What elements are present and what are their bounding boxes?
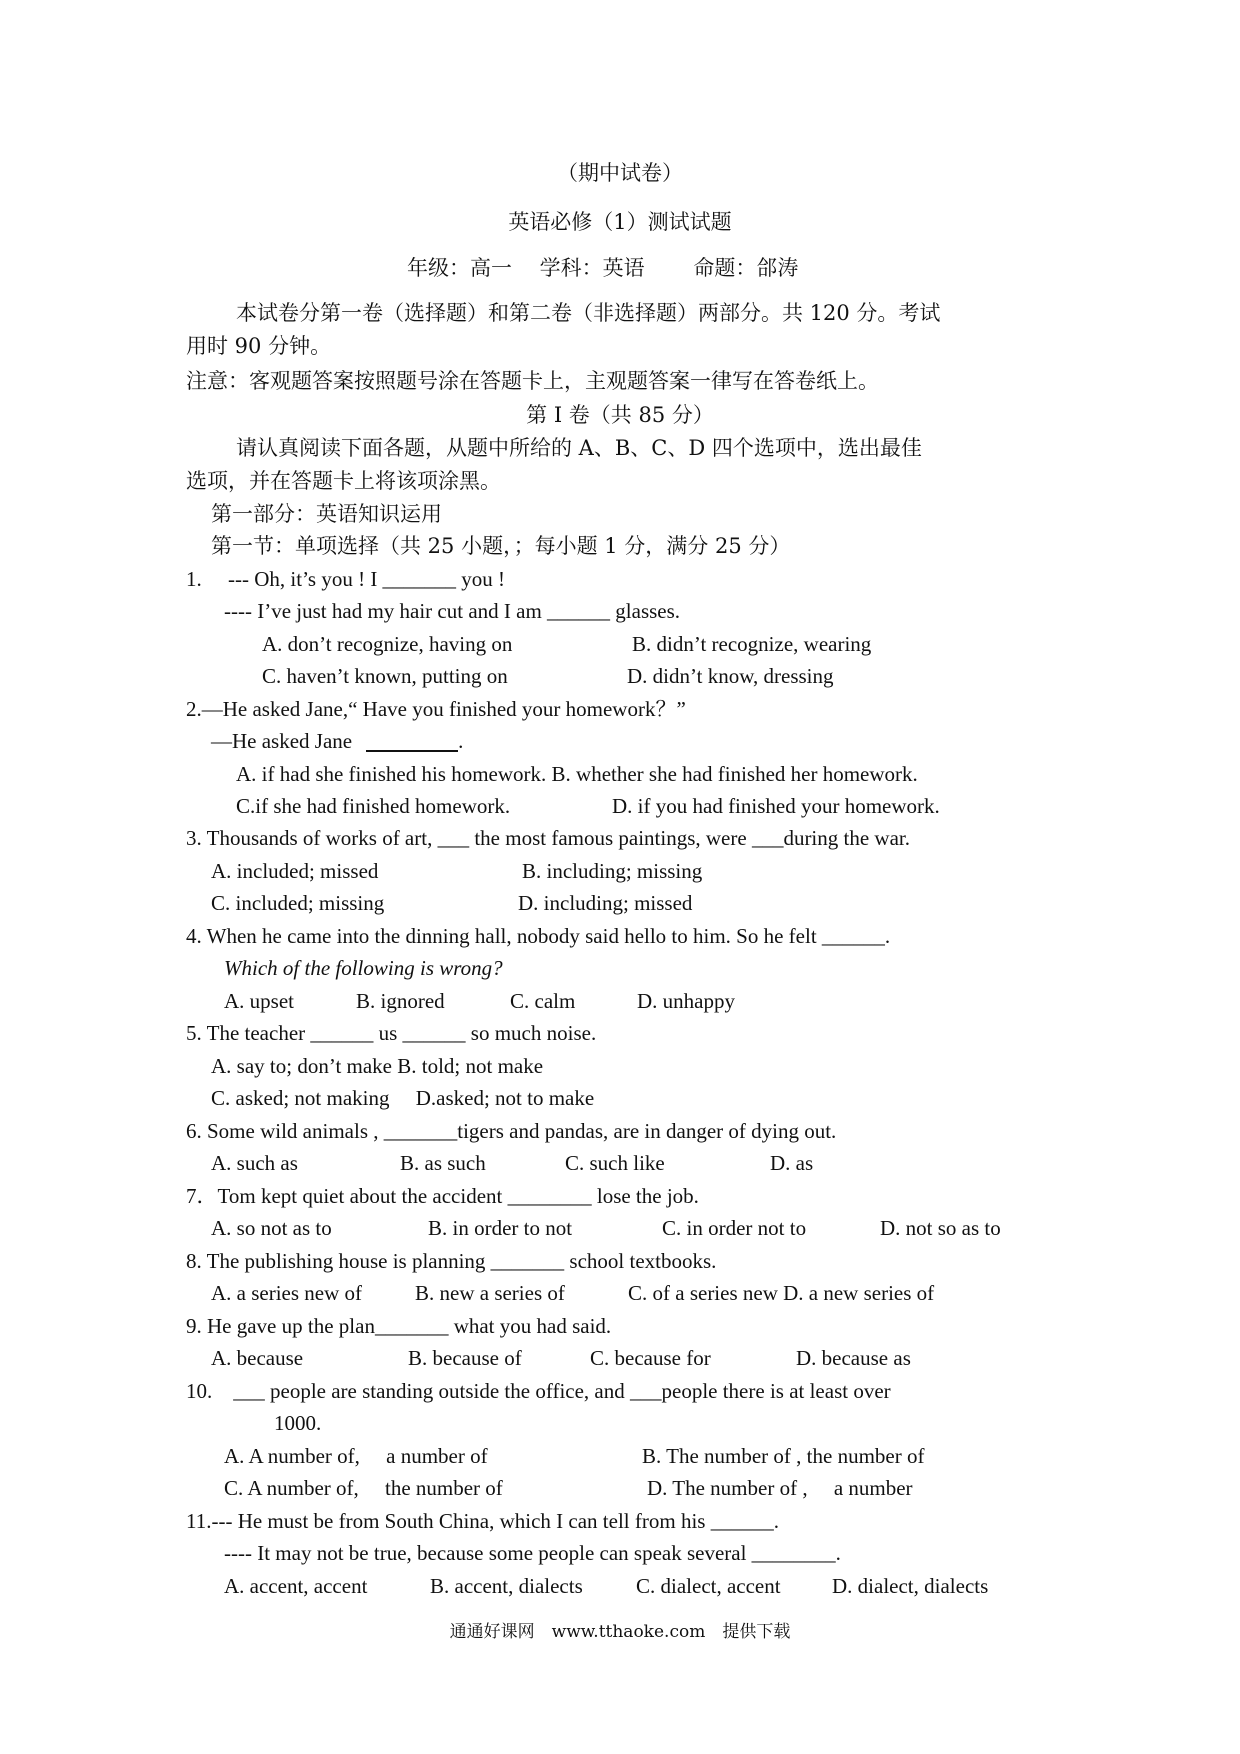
- q6-stem: 6. Some wild animals , _______tigers and pandas, are in danger of dying out.: [186, 1119, 837, 1143]
- q2-stem-2-end: .: [458, 729, 464, 753]
- q6-option-c: C. such like: [565, 1151, 665, 1175]
- q10-option-d: D. The number of , a number: [647, 1476, 913, 1500]
- q7-stem: 7．Tom kept quiet about the accident ________ lose the job.: [186, 1184, 699, 1208]
- q4-sub-question: Which of the following is wrong?: [224, 956, 503, 980]
- page-footer: 通通好课网 www.tthaoke.com 提供下载: [449, 1622, 791, 1642]
- instructions-line-2: 选项，并在答题卡上将该项涂黑。: [186, 469, 501, 493]
- q2-answer-blank: [366, 732, 458, 752]
- q3-stem: 3. Thousands of works of art, ___ the most famous paintings, were ___during the war.: [186, 826, 910, 850]
- q6-option-a: A. such as: [211, 1151, 298, 1175]
- q6-option-d: D. as: [770, 1151, 814, 1175]
- q2-stem-1: 2.—He asked Jane,“ Have you finished your homework？”: [186, 697, 686, 721]
- exam-meta: 年级：高一 学科：英语 命题：郃涛: [407, 256, 799, 280]
- q11-stem-2: ---- It may not be true, because some people can speak several ________.: [224, 1541, 841, 1565]
- q5-stem: 5. The teacher ______ us ______ so much noise.: [186, 1021, 597, 1045]
- volume-title: 第 I 卷（共 85 分）: [526, 403, 714, 427]
- intro-line-2: 用时 90 分钟。: [186, 334, 332, 358]
- q2-option-d: D. if you had finished your homework.: [612, 794, 940, 818]
- intro-line-1: 本试卷分第一卷（选择题）和第二卷（非选择题）两部分。共 120 分。考试: [236, 301, 941, 325]
- q11-stem-1: 11.--- He must be from South China, which I can tell from his ______.: [186, 1509, 779, 1533]
- q9-option-a: A. because: [211, 1346, 304, 1370]
- q9-option-b: B. because of: [408, 1346, 522, 1370]
- q1-option-c: C. haven’t known, putting on: [262, 664, 508, 688]
- q7-option-d: D. not so as to: [880, 1216, 1001, 1240]
- q9-stem: 9. He gave up the plan_______ what you had said.: [186, 1314, 612, 1338]
- q5-options-ab: A. say to; don’t make B. told; not make: [211, 1054, 544, 1078]
- q8-stem: 8. The publishing house is planning _______ school textbooks.: [186, 1249, 717, 1273]
- q9-option-d: D. because as: [796, 1346, 911, 1370]
- q1-stem-2: ---- I’ve just had my hair cut and I am ______ glasses.: [224, 599, 681, 623]
- q2-option-c: C.if she had finished homework.: [236, 794, 511, 818]
- q1-option-b: B. didn’t recognize, wearing: [632, 632, 872, 656]
- q11-option-b: B. accent, dialects: [430, 1574, 583, 1598]
- q5-options-cd: C. asked; not making D.asked; not to make: [211, 1086, 595, 1110]
- q2-stem-2-text: —He asked Jane: [211, 729, 353, 753]
- part-heading: 第一部分：英语知识运用: [211, 502, 442, 526]
- q1-option-d: D. didn’t know, dressing: [627, 664, 834, 688]
- q10-option-b: B. The number of , the number of: [642, 1444, 925, 1468]
- q8-option-b: B. new a series of: [415, 1281, 565, 1305]
- section-heading: 第一节：单项选择（共 25 小题，；每小题 1 分，满分 25 分）: [211, 534, 791, 558]
- q10-option-c: C. A number of, the number of: [224, 1476, 503, 1500]
- q7-option-b: B. in order to not: [428, 1216, 573, 1240]
- instructions-line-1: 请认真阅读下面各题，从题中所给的 A、B、C、D 四个选项中，选出最佳: [236, 436, 922, 460]
- exam-type: （期中试卷）: [557, 161, 683, 185]
- q4-stem: 4. When he came into the dinning hall, nobody said hello to him. So he felt ______.: [186, 924, 891, 948]
- q11-option-d: D. dialect, dialects: [832, 1574, 989, 1598]
- q4-option-c: C. calm: [510, 989, 576, 1013]
- q10-stem-1: 10. ___ people are standing outside the office, and ___people there is at least over: [186, 1379, 891, 1403]
- q7-option-a: A. so not as to: [211, 1216, 332, 1240]
- q2-options-ab: A. if had she finished his homework. B. whether she had finished her homework.: [236, 762, 918, 786]
- q10-stem-2: 1000.: [274, 1411, 322, 1435]
- q2-stem-2: [211, 731, 463, 752]
- q11-option-c: C. dialect, accent: [636, 1574, 781, 1598]
- q8-option-a: A. a series new of: [211, 1281, 363, 1305]
- q3-option-d: D. including; missed: [518, 891, 693, 915]
- q3-option-b: B. including; missing: [522, 859, 703, 883]
- q9-option-c: C. because for: [590, 1346, 711, 1370]
- page-title: 英语必修（1）测试试题: [508, 210, 732, 234]
- q1-stem-1: 1. --- Oh, it’s you ! I _______ you !: [186, 567, 506, 591]
- q8-options-cd: C. of a series new D. a new series of: [628, 1281, 935, 1305]
- q4-option-a: A. upset: [224, 989, 294, 1013]
- q3-option-c: C. included; missing: [211, 891, 385, 915]
- q4-option-d: D. unhappy: [637, 989, 735, 1013]
- q4-option-b: B. ignored: [356, 989, 445, 1013]
- intro-note: 注意：客观题答案按照题号涂在答题卡上，主观题答案一律写在答卷纸上。: [186, 369, 879, 393]
- q7-option-c: C. in order not to: [662, 1216, 807, 1240]
- q11-option-a: A. accent, accent: [224, 1574, 368, 1598]
- q10-option-a: A. A number of, a number of: [224, 1444, 488, 1468]
- q6-option-b: B. as such: [400, 1151, 486, 1175]
- q3-option-a: A. included; missed: [211, 859, 379, 883]
- q1-option-a: A. don’t recognize, having on: [262, 632, 513, 656]
